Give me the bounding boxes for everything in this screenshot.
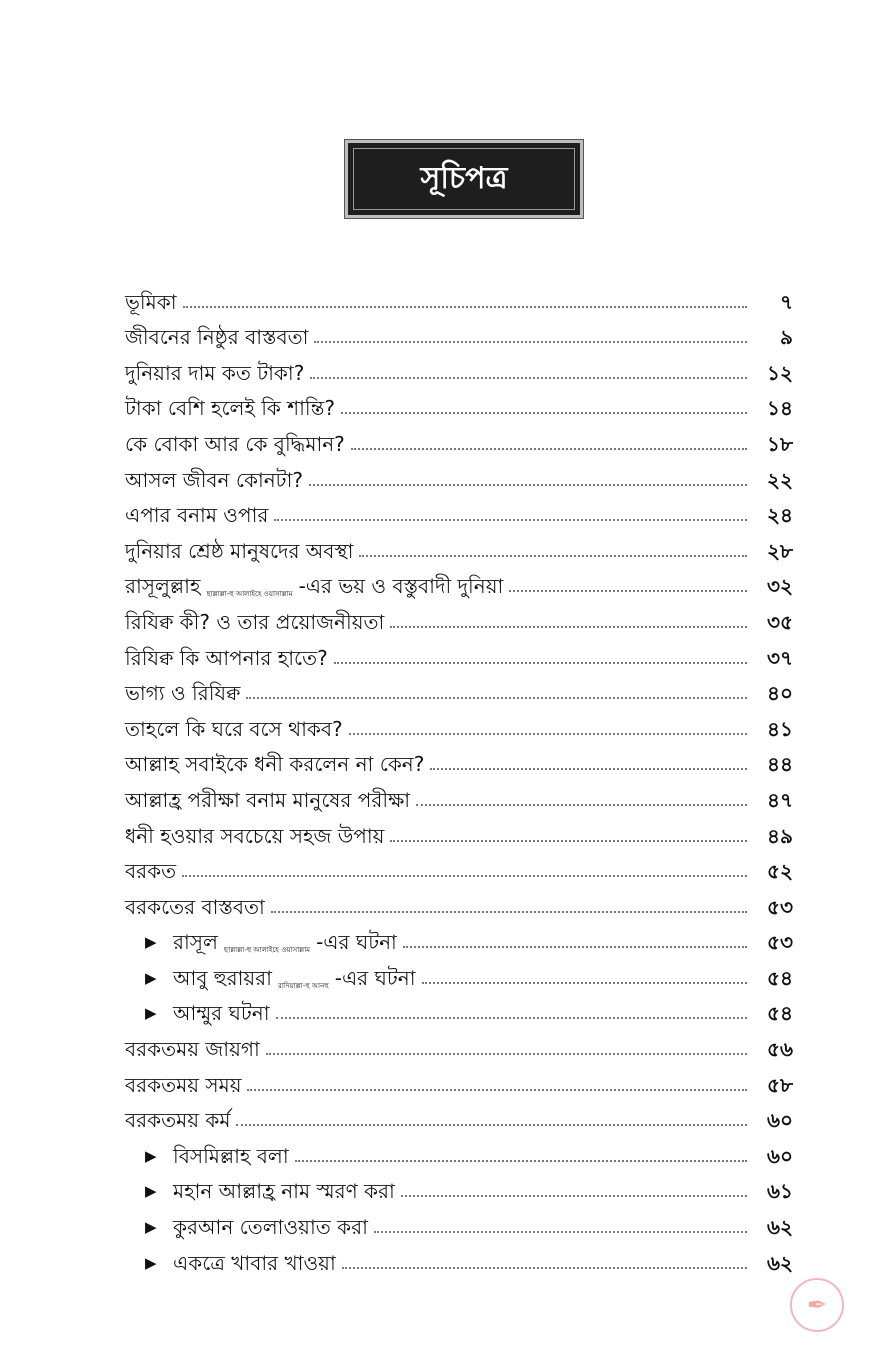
toc-entry[interactable]: [125, 563, 793, 599]
toc-page-number: ৯: [780, 325, 793, 350]
toc-entry-label: বরকত: [125, 859, 177, 884]
toc-page-number: ৩২: [766, 574, 793, 599]
dot-leader: [334, 662, 747, 664]
toc-entry-label: বরকতময় সময়: [125, 1072, 242, 1097]
dot-leader: [309, 484, 747, 486]
toc-entry-label: ভূমিকা: [125, 289, 177, 314]
toc-entry-label: কুরআন তেলাওয়াত করা: [173, 1215, 368, 1240]
toc-page-number: ৬২: [766, 1215, 793, 1240]
dot-leader: [351, 448, 747, 450]
toc-page-number: ৩৫: [767, 609, 793, 634]
dot-leader: [274, 519, 747, 521]
toc-page-number: ৪৪: [767, 752, 793, 777]
toc-entry[interactable]: [125, 314, 793, 350]
dot-leader: [183, 306, 747, 308]
toc-page-number: ৫৬: [767, 1037, 793, 1062]
toc-entry-label: রাসূল: [173, 930, 218, 955]
toc-entry[interactable]: [125, 990, 793, 1026]
toc-page-number: ৫২: [767, 859, 793, 884]
toc-entry-label: কে বোকা আর কে বুদ্ধিমান?: [125, 431, 345, 456]
toc-entry-label: এপার বনাম ওপার: [125, 503, 269, 528]
toc-entry-suffix: -এর ভয় ও বস্তুবাদী দুনিয়া: [298, 574, 504, 599]
bullet-arrow-icon: ▶: [145, 1218, 157, 1237]
dot-leader: [182, 875, 747, 877]
toc-entry-label: বরকতময় কর্ম: [125, 1108, 231, 1133]
toc-entry-label: রিযিক্ব কি আপনার হাতে?: [125, 645, 328, 670]
toc-page-number: ৫৮: [767, 1072, 793, 1097]
toc-entry[interactable]: [125, 776, 793, 812]
toc-entry-suffix: -এর ঘটনা: [316, 930, 397, 955]
toc-entry[interactable]: [125, 349, 793, 385]
dot-leader: [401, 1195, 747, 1197]
toc-entry-label: রিযিক্ব কী? ও তার প্রয়োজনীয়তা: [125, 609, 385, 634]
toc-entry[interactable]: [125, 456, 793, 492]
page-title: সূচিপত্র: [420, 160, 508, 196]
dot-leader: [314, 341, 747, 343]
dot-leader: [403, 946, 747, 948]
dot-leader: [390, 840, 747, 842]
toc-page-number: ৬০: [766, 1108, 793, 1133]
toc-entry[interactable]: [125, 954, 793, 990]
toc-entry-label: টাকা বেশি হলেই কি শান্তি?: [125, 396, 336, 421]
toc-entry[interactable]: [125, 1097, 793, 1133]
honorific-superscript: ছাল্লাল্লা-হু আলাইহে ওয়াসাল্লাম: [223, 946, 311, 955]
toc-entry-label: রাসূলুল্লাহ: [125, 574, 201, 599]
honorific-superscript: ছাল্লাল্লা-হু আলাইহে ওয়াসাল্লাম: [206, 590, 293, 599]
toc-page-number: ৪৯: [767, 823, 793, 848]
toc-entry-label: আসল জীবন কোনটা?: [125, 467, 303, 492]
bullet-arrow-icon: ▶: [145, 968, 157, 987]
toc-page-number: ৫৪: [767, 965, 793, 990]
toc-page-number: ১২: [767, 360, 793, 385]
toc-entry[interactable]: [125, 705, 793, 741]
toc-entry[interactable]: [125, 385, 793, 421]
toc-entry[interactable]: [125, 883, 793, 919]
dot-leader: [374, 1231, 747, 1233]
toc-entry-label: ধনী হওয়ার সবচেয়ে সহজ উপায়: [125, 823, 385, 848]
toc-entry[interactable]: [125, 1168, 793, 1204]
toc-entry[interactable]: [125, 919, 793, 955]
toc-page-number: ৭: [779, 289, 793, 314]
table-of-contents: [125, 278, 793, 1275]
toc-entry[interactable]: [125, 1239, 793, 1275]
dot-leader: [422, 982, 747, 984]
toc-entry[interactable]: [125, 492, 793, 528]
toc-entry-suffix: -এর ঘটনা: [334, 965, 416, 990]
toc-title-box: [345, 140, 583, 218]
toc-entry[interactable]: [125, 848, 793, 884]
toc-entry[interactable]: [125, 670, 793, 706]
toc-page-number: ১৪: [767, 396, 793, 421]
bullet-arrow-icon: ▶: [145, 1146, 157, 1165]
dot-leader: [430, 768, 747, 770]
dot-leader: [236, 1124, 747, 1126]
dot-leader: [416, 804, 747, 806]
toc-entry-label: আবু হুরায়রা: [173, 965, 272, 990]
honorific-superscript: রাদিয়াল্লা-হু আনহু: [277, 981, 329, 990]
bullet-arrow-icon: ▶: [145, 933, 157, 952]
toc-entry-label: আল্লাহ্র পরীক্ষা বনাম মানুষের পরীক্ষা: [125, 787, 411, 812]
dot-leader: [359, 555, 747, 557]
toc-entry-label: দুনিয়ার দাম কত টাকা?: [125, 360, 305, 385]
dot-leader: [246, 697, 747, 699]
toc-entry[interactable]: [125, 420, 793, 456]
toc-entry[interactable]: [125, 1061, 793, 1097]
toc-page-number: ৫৪: [767, 1001, 793, 1026]
toc-page-number: ৪৭: [767, 787, 793, 812]
toc-entry-label: একত্রে খাবার খাওয়া: [173, 1250, 336, 1275]
toc-entry-label: তাহলে কি ঘরে বসে থাকব?: [125, 716, 343, 741]
toc-entry[interactable]: [125, 598, 793, 634]
stamp-glyph: ✒: [806, 1291, 828, 1319]
toc-page-number: ২৪: [767, 503, 793, 528]
toc-entry-label: বরকতময় জায়গা: [125, 1037, 260, 1062]
toc-entry-label: বরকতের বাস্তবতা: [125, 894, 265, 919]
toc-entry-label: আল্লাহ সবাইকে ধনী করলেন না কেন?: [125, 752, 425, 777]
toc-entry-label: আম্মুর ঘটনা: [173, 1001, 270, 1026]
toc-entry[interactable]: [125, 1025, 793, 1061]
dot-leader: [276, 1017, 747, 1019]
toc-page-number: ৫৩: [767, 894, 793, 919]
toc-entry[interactable]: [125, 278, 793, 314]
dot-leader: [341, 412, 747, 414]
dot-leader: [310, 377, 747, 379]
toc-page-number: ৬২: [766, 1250, 793, 1275]
dot-leader: [295, 1160, 747, 1162]
toc-entry-label: ভাগ্য ও রিযিক্ব: [125, 681, 241, 706]
toc-page-number: ২৮: [767, 538, 793, 563]
dot-leader: [247, 1089, 747, 1091]
toc-page-number: ৫৩: [767, 930, 793, 955]
toc-page-number: ৩৭: [766, 645, 793, 670]
dot-leader: [390, 626, 747, 628]
toc-entry[interactable]: [125, 1132, 793, 1168]
toc-entry[interactable]: [125, 812, 793, 848]
toc-entry[interactable]: [125, 741, 793, 777]
publisher-stamp-icon: [790, 1278, 844, 1332]
toc-entry[interactable]: [125, 527, 793, 563]
dot-leader: [509, 590, 747, 592]
bullet-arrow-icon: ▶: [145, 1182, 157, 1201]
dot-leader: [349, 733, 747, 735]
dot-leader: [266, 1053, 747, 1055]
bullet-arrow-icon: ▶: [145, 1253, 157, 1272]
dot-leader: [342, 1267, 747, 1269]
toc-page-number: ৬১: [767, 1179, 793, 1204]
toc-entry-label: মহান আল্লাহ্র নাম স্মরণ করা: [173, 1179, 395, 1204]
toc-page-number: ৬০: [766, 1143, 793, 1168]
toc-page-number: ২২: [766, 467, 793, 492]
toc-entry[interactable]: [125, 1203, 793, 1239]
toc-page-number: ৪০: [767, 681, 793, 706]
toc-entry-label: জীবনের নিষ্ঠুর বাস্তবতা: [125, 325, 309, 350]
toc-page-number: ৪১: [767, 716, 793, 741]
bullet-arrow-icon: ▶: [145, 1004, 157, 1023]
toc-entry[interactable]: [125, 634, 793, 670]
toc-entry-label: দুনিয়ার শ্রেষ্ঠ মানুষদের অবস্থা: [125, 538, 354, 563]
toc-page-number: ১৮: [767, 431, 793, 456]
dot-leader: [271, 911, 747, 913]
toc-entry-label: বিসমিল্লাহ বলা: [173, 1143, 289, 1168]
